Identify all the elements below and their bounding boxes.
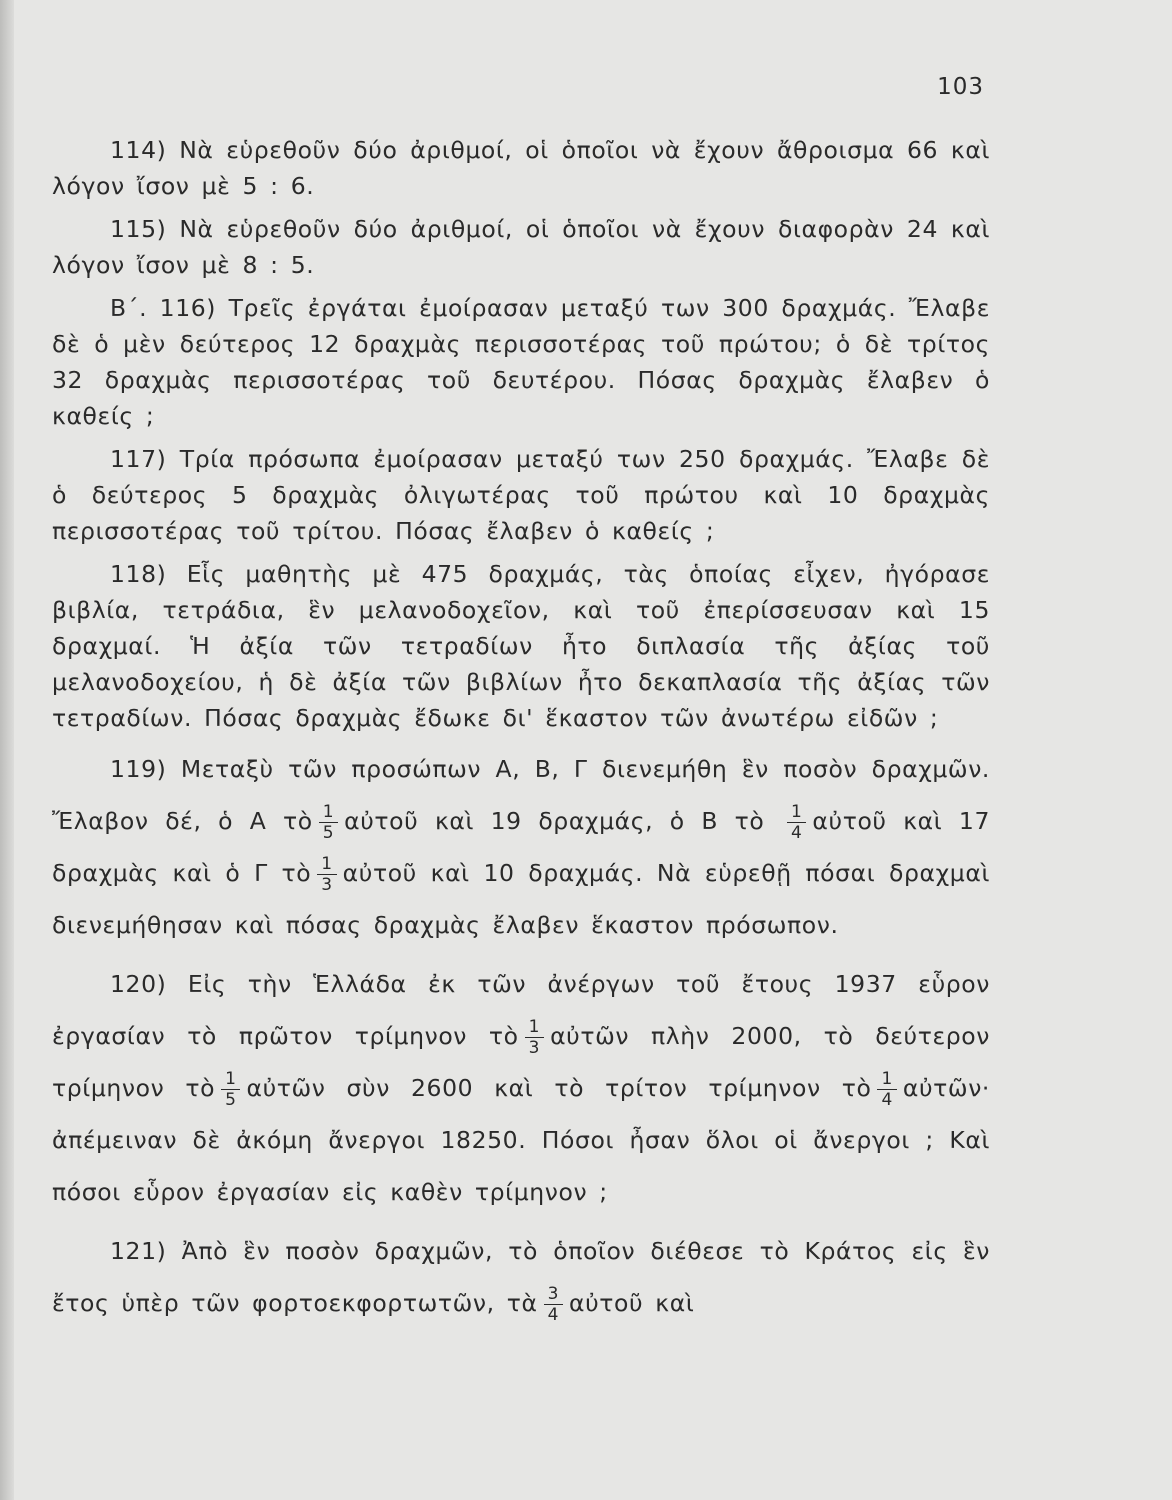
problem-114 (52, 132, 990, 204)
page-body (52, 132, 990, 1336)
problem-121 (52, 1225, 990, 1329)
problem-120 (52, 958, 990, 1218)
fraction (221, 1069, 240, 1110)
fraction (787, 802, 806, 843)
fraction-numerator: 1 (319, 802, 338, 823)
fraction-numerator: 1 (221, 1069, 240, 1090)
fraction-denominator: 5 (225, 1090, 237, 1110)
problem-114-text: 114) Νὰ εὑρεθοῦν δύο ἀριθμοί, οἱ ὁποῖοι νὰ ἔχουν ἄθροισμα 66 καὶ λόγον ἴσον μὲ 5 : 6. (52, 136, 990, 200)
problem-119-text-4: αὐτοῦ καὶ 10 δραχμάς. Νὰ εὑρεθῇ πόσαι δραχμαὶ διενεμήθησαν καὶ πόσας δραχμὰς ἔλαβεν ἕκαστον πρόσωπον. (52, 859, 990, 939)
fraction-numerator: 1 (787, 802, 806, 823)
fraction-denominator: 4 (790, 823, 803, 843)
problem-119 (52, 743, 990, 951)
problem-116-text: Β΄. 116) Τρεῖς ἐργάται ἐμοίρασαν μεταξύ των 300 δραχμάς. Ἔλαβε δὲ ὁ μὲν δεύτερος 12 δραχμὰς περισσοτέρας τοῦ πρώτου; ὁ δὲ τρίτος 32 δραχμὰς περισσοτέρας τοῦ δευτέρου. Πόσας δραχμὰς ἔλαβεν ὁ καθείς ; (52, 294, 990, 430)
problem-120-text-2: αὐτῶν πλὴν 2000, τὸ δεύτερον τρίμηνον τὸ (52, 1022, 990, 1102)
fraction (319, 802, 338, 843)
fraction-numerator: 1 (525, 1017, 544, 1038)
problem-115 (52, 211, 990, 283)
fraction-denominator: 4 (547, 1305, 560, 1325)
fraction-denominator: 3 (321, 875, 333, 895)
fraction (317, 854, 336, 895)
problem-120-text-4: αὐτῶν· ἀπέμειναν δὲ ἀκόμη ἄνεργοι 18250. Πόσοι ἦσαν ὅλοι οἱ ἄνεργοι ; Καὶ πόσοι εὗρον ἐργασίαν εἰς καθὲν τρίμηνον ; (52, 1074, 991, 1206)
fraction (877, 1069, 896, 1110)
problem-119-text-1: 119) Μεταξὺ τῶν προσώπων Α, Β, Γ διενεμήθη ἓν ποσὸν δραχμῶν. Ἔλαβον δέ, ὁ Α τὸ (52, 755, 990, 835)
problem-117-text: 117) Τρία πρόσωπα ἐμοίρασαν μεταξύ των 250 δραχμάς. Ἔλαβε δὲ ὁ δεύτερος 5 δραχμὰς ὀλιγωτέρας τοῦ πρώτου καὶ 10 δραχμὰς περισσοτέρας τοῦ τρίτου. Πόσας ἔλαβεν ὁ καθείς ; (52, 445, 990, 545)
problem-120-text-3: αὐτῶν σὺν 2600 καὶ τὸ τρίτον τρίμηνον τὸ (246, 1074, 872, 1102)
fraction-denominator: 3 (528, 1038, 541, 1058)
problem-119-text-3: αὐτοῦ καὶ 17 δραχμὰς καὶ ὁ Γ τὸ (52, 807, 990, 887)
fraction-numerator: 1 (877, 1069, 896, 1090)
problem-121-text-2: αὐτοῦ καὶ (569, 1289, 695, 1317)
fraction (544, 1284, 563, 1325)
fraction-numerator: 3 (544, 1284, 563, 1305)
problem-119-text-2: αὐτοῦ καὶ 19 δραχμάς, ὁ Β τὸ (344, 807, 765, 835)
fraction (525, 1017, 544, 1058)
fraction-numerator: 1 (317, 854, 336, 875)
problem-121-text-1: 121) Ἀπὸ ἓν ποσὸν δραχμῶν, τὸ ὁποῖον διέθεσε τὸ Κράτος εἰς ἓν ἔτος ὑπὲρ τῶν φορτοεκφορτωτῶν, τὰ (52, 1237, 990, 1317)
fraction-denominator: 4 (881, 1090, 893, 1110)
page-number: 103 (937, 74, 984, 100)
problem-118-text: 118) Εἷς μαθητὴς μὲ 475 δραχμάς, τὰς ὁποίας εἶχεν, ἠγόρασε βιβλία, τετράδια, ἓν μελανοδοχεῖον, καὶ τοῦ ἐπερίσσευσαν καὶ 15 δραχμαί. Ἡ ἀξία τῶν τετραδίων ἦτο διπλασία τῆς ἀξίας τοῦ μελανοδοχείου, ἡ δὲ ἀξία τῶν βιβλίων ἦτο δεκαπλασία τῆς ἀξίας τῶν τετραδίων. Πόσας δραχμὰς ἔδωκε δι' ἕκαστον τῶν ἀνωτέρω εἰδῶν ; (52, 560, 990, 732)
problem-117 (52, 441, 990, 549)
fraction-denominator: 5 (322, 823, 335, 843)
problem-115-text: 115) Νὰ εὑρεθοῦν δύο ἀριθμοί, οἱ ὁποῖοι νὰ ἔχουν διαφορὰν 24 καὶ λόγον ἴσον μὲ 8 : 5. (52, 215, 990, 279)
page-edge (0, 0, 14, 1500)
problem-116 (52, 290, 990, 434)
problem-120-text-1: 120) Εἰς τὴν Ἑλλάδα ἐκ τῶν ἀνέργων τοῦ ἔτους 1937 εὗρον ἐργασίαν τὸ πρῶτον τρίμηνον τὸ (52, 970, 990, 1050)
problem-118 (52, 556, 990, 736)
